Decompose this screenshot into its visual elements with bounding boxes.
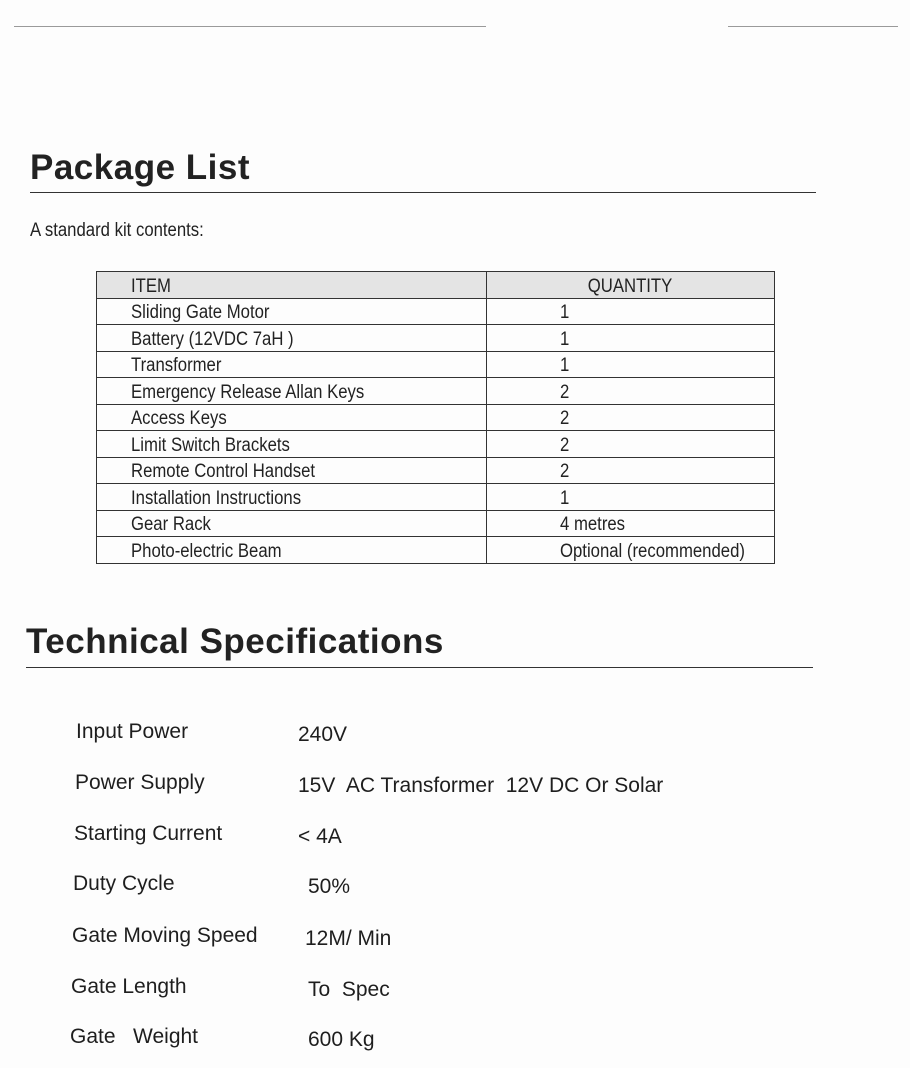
quantity-cell: 4 metres <box>487 510 775 537</box>
item-column-header: ITEM <box>97 272 487 299</box>
technical-specifications-rule <box>26 667 813 668</box>
spec-value: 240V <box>298 723 348 746</box>
table-row <box>97 510 775 537</box>
item-cell: Sliding Gate Motor <box>97 298 487 325</box>
quantity-cell: 2 <box>487 431 775 458</box>
table-row <box>97 431 775 458</box>
item-cell: Limit Switch Brackets <box>97 431 487 458</box>
item-cell: Remote Control Handset <box>97 457 487 484</box>
table-row <box>97 404 775 431</box>
item-cell: Transformer <box>97 351 487 378</box>
item-cell: Battery (12VDC 7aH ) <box>97 325 487 352</box>
spec-label: Duty Cycle <box>73 872 175 895</box>
item-cell: Emergency Release Allan Keys <box>97 378 487 405</box>
spec-value: To Spec <box>308 978 390 1001</box>
spec-label: Gate Weight <box>70 1025 199 1048</box>
package-table <box>96 271 775 564</box>
spec-value: < 4A <box>298 825 342 848</box>
quantity-cell: 1 <box>487 351 775 378</box>
spec-value: 12M/ Min <box>305 927 392 950</box>
spec-label: Gate Length <box>71 975 187 998</box>
technical-specifications-heading: Technical Specifications <box>26 622 444 661</box>
quantity-cell: 1 <box>487 298 775 325</box>
spec-value: 600 Kg <box>308 1028 375 1051</box>
quantity-cell: 2 <box>487 404 775 431</box>
spec-value: 50% <box>308 875 351 898</box>
spec-label: Gate Moving Speed <box>72 924 258 947</box>
package-list-heading: Package List <box>30 148 250 187</box>
package-intro: A standard kit contents: <box>30 220 204 241</box>
spec-label: Power Supply <box>75 771 205 794</box>
spec-label: Input Power <box>76 720 189 743</box>
spec-label: Starting Current <box>74 822 223 845</box>
table-row <box>97 351 775 378</box>
table-row <box>97 325 775 352</box>
table-header-row <box>97 272 775 299</box>
top-divider-left <box>14 26 486 27</box>
table-row <box>97 484 775 511</box>
top-divider-right <box>728 26 898 27</box>
item-cell: Gear Rack <box>97 510 487 537</box>
item-cell: Installation Instructions <box>97 484 487 511</box>
quantity-cell: 2 <box>487 457 775 484</box>
package-list-rule <box>30 192 816 193</box>
quantity-cell: Optional (recommended) <box>487 537 775 564</box>
quantity-column-header: QUANTITY <box>487 272 775 299</box>
item-cell: Access Keys <box>97 404 487 431</box>
quantity-cell: 2 <box>487 378 775 405</box>
table-row <box>97 298 775 325</box>
table-row <box>97 378 775 405</box>
quantity-cell: 1 <box>487 325 775 352</box>
table-row <box>97 457 775 484</box>
quantity-cell: 1 <box>487 484 775 511</box>
table-row <box>97 537 775 564</box>
item-cell: Photo-electric Beam <box>97 537 487 564</box>
spec-value: 15V AC Transformer 12V DC Or Solar <box>298 774 664 797</box>
